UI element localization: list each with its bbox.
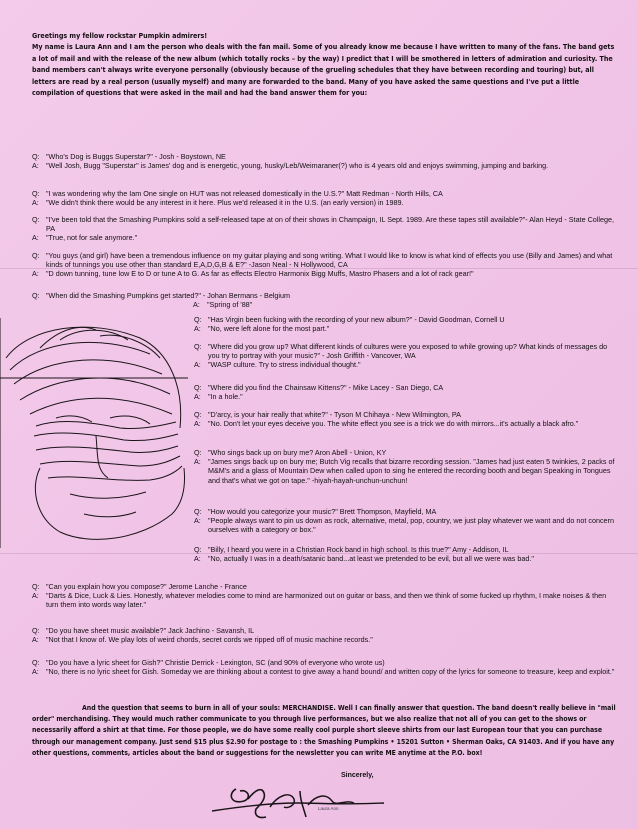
greeting: Greetings my fellow rockstar Pumpkin admirers! bbox=[32, 31, 208, 40]
question: "I was wondering why the Iam One single on HUT was not released domestically in the U.S.?" Matt Redman - North Hills, CA bbox=[46, 189, 443, 198]
qa-item: Q: "Who sings back up on bury me? Aron Abell - Union, KY A: "James sings back up on bury me; Butch Vig recalls that bizarre recording session. "James had just eaten 5 twinkies, 2 packs of M&M's and a glass of Mountain Dew when called upon to sing he entered the recording booth and began Speaking in Tongues and that's what we got on tape." -hiyah-hayah-unchun-unchun! bbox=[194, 448, 618, 485]
answer: "Spring of '88" bbox=[207, 300, 253, 310]
answer: "In a hole." bbox=[208, 392, 243, 402]
answer: "WASP culture. Try to stress individual thought." bbox=[208, 360, 361, 370]
question: "Where did you find the Chainsaw Kittens?" - Mike Lacey - San Diego, CA bbox=[208, 383, 444, 392]
question: "You guys (and girl) have been a tremendous influence on my guitar playing and song writing. What I would like to know is what kind of effects you use (Billy and James) and what kinds of tunnings you use other than standard E,A,D,G,B & E?" -Jason Neal - N Hollywood, CA bbox=[46, 251, 613, 270]
intro-body: My name is Laura Ann and I am the person who deals with the fan mail. Some of you already know me because I have written to many of the fans. The band gets a lot of mail and with the release of the new album (which totally rocks – by the way) I predict that I will be smothered in letters of admiration and curiosity. The band members can't always write everyone personally (obviously because of the grueling schedules that they have between recording and touring) but, all letters are read by a real person (usually myself) and many are forwarded to the band. Many of you have asked the same questions and I've put a little compilation of questions that were asked in the mail and had the band answer them for you: bbox=[32, 42, 615, 98]
qa-item: Q: "Do you have sheet music available?" Jack Jachino - Savansh, IL A: "Not that I know of. We play lots of weird chords, secret cords we ripped off of music machine records." bbox=[32, 626, 618, 644]
answer: "D down tunning, tune low E to D or tune A to G. As far as effects Electro Harmonix Bigg Muffs, Mastro Phasers and a lot of rack gear!" bbox=[46, 269, 474, 279]
answer: "People always want to pin us down as rock, alternative, metal, pop, country, we just play whatever we want and do not concern ourselves with a category or box." bbox=[208, 516, 614, 535]
answer: "No, were left alone for the most part." bbox=[208, 324, 330, 334]
question: "Who's Dog is Buggs Superstar?" - Josh - Boystown, NE bbox=[46, 152, 226, 161]
answer: "We didn't think there would be any interest in it here. Plus we'd released it in the U.S. (an early version) in 1989. bbox=[46, 198, 404, 208]
answer: "No, there is no lyric sheet for Gish. Someday we are thinking about a contest to give away a hand bound/ and written copy of the lyrics for someone to treasure, keep and exploit." bbox=[46, 667, 615, 677]
answer: "Well Josh, Bugg "Superstar" is James' dog and is energetic, young, husky/Leb/Weimaraner(?) who is 4 years old and enjoys swimming, jumping and barking. bbox=[46, 161, 549, 171]
qa-item: Q: "When did the Smashing Pumpkins get started?" - Johan Bermans - Belgium A: "Spring of '88" bbox=[32, 291, 618, 309]
answer: "True, not for sale anymore." bbox=[46, 233, 138, 243]
qa-item: Q: "Can you explain how you compose?" Jerome Lanche - France A: "Darts & Dice, Luck & Lies. Honestly, whatever melodies come to mind are harmonized out on guitar or bass, and then we think of some fucked up rhythm, I make noises & then turn them into words way later." bbox=[32, 582, 618, 610]
qa-item: Q: "Where did you grow up? What different kinds of cultures were you exposed to while growing up? What kinds of messages do you try to portray with your music?" - Josh Griffith - Vancover, WA A: "WASP culture. Try to stress individual thought." bbox=[194, 342, 618, 370]
question: "Can you explain how you compose?" Jerome Lanche - France bbox=[46, 582, 247, 591]
signature-name: Laura Ann bbox=[318, 806, 339, 811]
qa-item: Q: "Do you have a lyric sheet for Gish?" Christie Derrick - Lexington, SC (and 90% of everyone who wrote us) A: "No, there is no lyric sheet for Gish. Someday we are thinking about a contest to give away a hand bound/ and written copy of the lyrics for someone to treasure, keep and exploit." bbox=[32, 658, 618, 676]
question: "Do you have sheet music available?" Jack Jachino - Savansh, IL bbox=[46, 626, 255, 635]
qa-item: Q: "Billy, I heard you were in a Christian Rock band in high school. Is this true?" Amy - Addison, IL A: "No, actually I was in a death/satanic band...at least we pretended to be evil, but all we were was bad." bbox=[194, 545, 618, 563]
closing: Sincerely, bbox=[341, 772, 374, 779]
question: "Has Virgin been fucking with the recording of your new album?" - David Goodman, Cornell U bbox=[208, 315, 505, 324]
question: "How would you categorize your music?" Brett Thompson, Mayfield, MA bbox=[208, 507, 437, 516]
answer: "No, actually I was in a death/satanic band...at least we pretended to be evil, but all we were was bad." bbox=[208, 554, 534, 564]
question: "Do you have a lyric sheet for Gish?" Christie Derrick - Lexington, SC (and 90% of everyone who wrote us) bbox=[46, 658, 385, 667]
answer: "No. Don't let your eyes deceive you. The white effect you see is a trick we do with mirrors...it's actually a black afro." bbox=[208, 419, 579, 429]
question: "Where did you grow up? What different kinds of cultures were you exposed to while growing up? What kinds of messages do you try to portray with your music?" - Josh Griffith - Vancover, WA bbox=[208, 342, 608, 361]
question: "I've been told that the Smashing Pumpkins sold a self-released tape at on of their shows in Champaign, IL Sept. 1989. Are these tapes still available?"- Alan Heyd - State College, PA bbox=[46, 215, 614, 234]
qa-item: Q: "D'arcy, is your hair really that white?" - Tyson M Chihaya - New Wilmington, PA A: "No. Don't let your eyes deceive you. The white effect you see is a trick we do with mirrors...it's actually a black afro." bbox=[194, 410, 618, 428]
qa-item: Q: "How would you categorize your music?" Brett Thompson, Mayfield, MA A: "People always want to pin us down as rock, alternative, metal, pop, country, we just play whatever we want and do not concern ourselves with a category or box." bbox=[194, 507, 618, 535]
qa-item: Q: "I was wondering why the Iam One single on HUT was not released domestically in the U.S.?" Matt Redman - North Hills, CA A: "We didn't think there would be any interest in it here. Plus we'd released it in the U.S. (an early version) in 1989. bbox=[32, 189, 618, 207]
qa-item: Q: "You guys (and girl) have been a tremendous influence on my guitar playing and song writing. What I would like to know is what kind of effects you use (Billy and James) and what kinds of tunnings you use other than standard E,A,D,G,B & E?" -Jason Neal - N Hollywood, CA A: "D down tunning, tune low E to D or tune A to G. As far as effects Electro Harmonix Bigg Muffs, Mastro Phasers and a lot of rack gear!" bbox=[32, 251, 618, 279]
qa-item: Q: "Where did you find the Chainsaw Kittens?" - Mike Lacey - San Diego, CA A: "In a hole." bbox=[194, 383, 618, 401]
question: "Who sings back up on bury me? Aron Abell - Union, KY bbox=[208, 448, 387, 457]
signature bbox=[208, 781, 388, 823]
qa-item: Q: "Who's Dog is Buggs Superstar?" - Josh - Boystown, NE A: "Well Josh, Bugg "Superstar" is James' dog and is energetic, young, husky/Leb/Weimaraner(?) who is 4 years old and enjoys swimming, jumping and barking. bbox=[32, 152, 618, 170]
qa-item: Q: "I've been told that the Smashing Pumpkins sold a self-released tape at on of their shows in Champaign, IL Sept. 1989. Are these tapes still available?"- Alan Heyd - State College, PA A: "True, not for sale anymore." bbox=[32, 215, 618, 243]
answer: "Darts & Dice, Luck & Lies. Honestly, whatever melodies come to mind are harmonized out on guitar or bass, and then we think of some fucked up rhythm, I make noises & then turn them into words way later." bbox=[46, 591, 607, 610]
question: "Billy, I heard you were in a Christian Rock band in high school. Is this true?" Amy - Addison, IL bbox=[208, 545, 509, 554]
answer: "Not that I know of. We play lots of weird chords, secret cords we ripped off of music machine records." bbox=[46, 635, 373, 645]
question: "D'arcy, is your hair really that white?" - Tyson M Chihaya - New Wilmington, PA bbox=[208, 410, 461, 419]
answer: "James sings back up on bury me; Butch Vig recalls that bizarre recording session. "James had just eaten 5 twinkies, 2 packs of M&M's and a glass of Mountain Dew when called upon to sing he entered the recording booth and began Speaking in Tongues and that's what we got on tape." -hiyah-hayah-unchun-unchun! bbox=[208, 457, 615, 485]
question: "When did the Smashing Pumpkins get started?" - Johan Bermans - Belgium bbox=[46, 291, 291, 300]
qa-item: Q: "Has Virgin been fucking with the recording of your new album?" - David Goodman, Cornell U A: "No, were left alone for the most part." bbox=[194, 315, 618, 333]
intro-paragraph bbox=[32, 30, 618, 98]
merchandise-paragraph: And the question that seems to burn in all of your souls: MERCHANDISE. Well I can finally answer that question. The band doesn't really believe in "mail order" merchandising. They would much rather communicate to you through live performances, but we also realize that not all of you can get to the shows or necessarily afford a shirt at that time. For those people, we do have some really cool purple short sleeve shirts from our last European tour that you can purchase through our management company. Just send $15 plus $2.90 for postage to : the Smashing Pumpkins • 15201 Sutton • Sherman Oaks, CA 91403. And if you have any other questions, comments, articles about the band or suggestions for the newsletter you can write ME anytime at the P.O. box! bbox=[32, 704, 616, 757]
sketch-face-illustration bbox=[0, 318, 188, 548]
